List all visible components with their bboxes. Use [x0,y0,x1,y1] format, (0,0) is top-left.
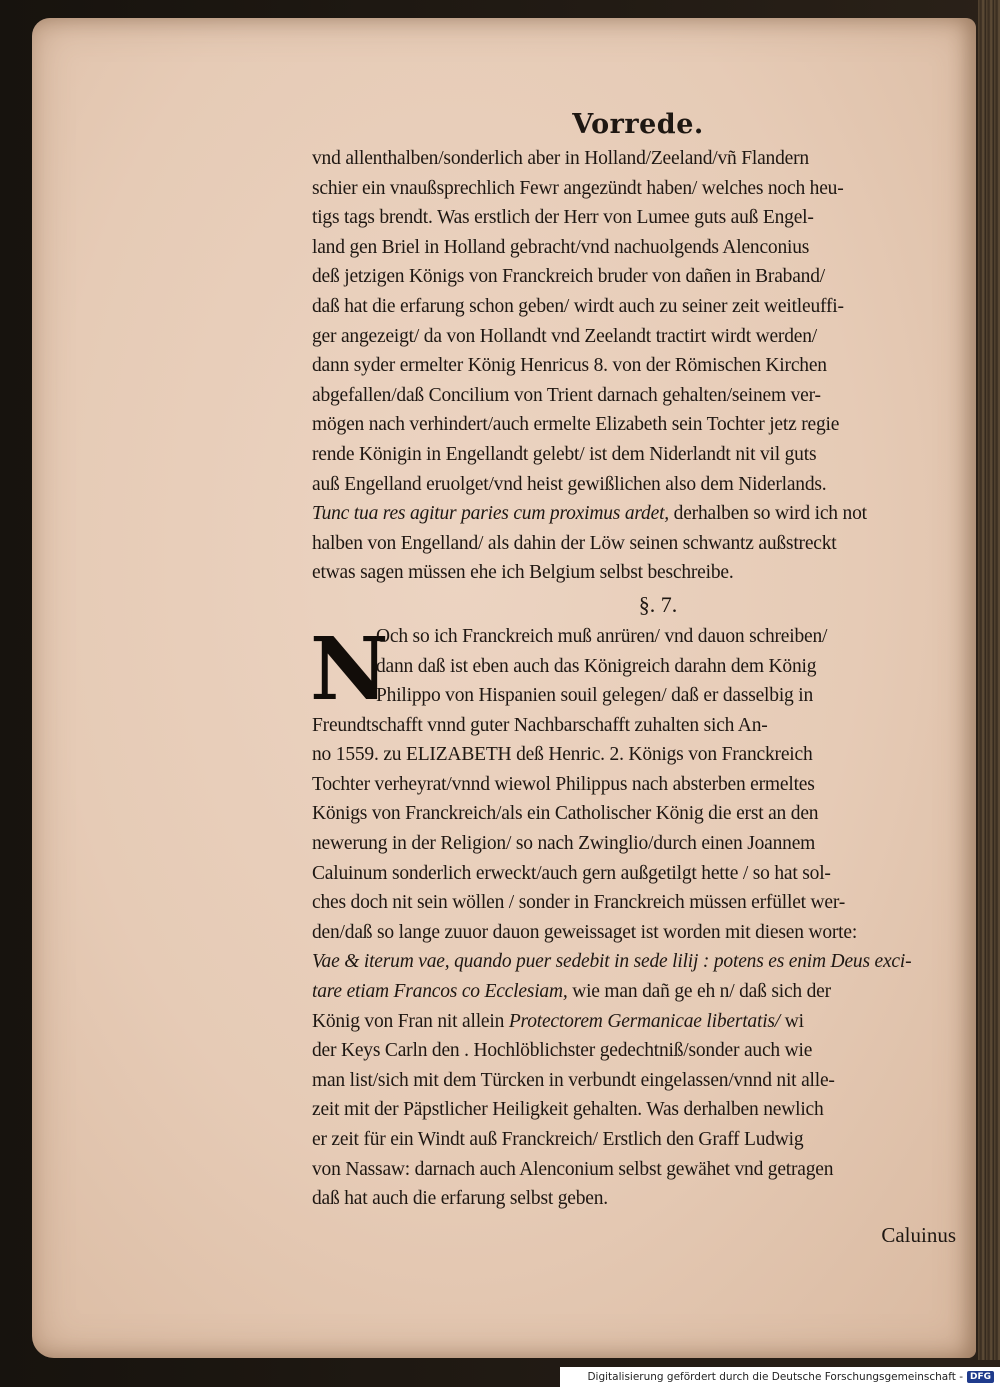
text-block [312,108,964,1250]
text-line: der Keys Carln den . Hochlöblichster gedechtniß/sonder auch wie [312,1040,813,1062]
book-spine-edge [978,0,1000,1360]
latin-phrase: Protectorem Germanicae libertatis/ [508,1010,781,1032]
text-line: Caluinum sonderlich erweckt/auch gern außgetilgt hette / so hat sol- [312,862,831,884]
text-line: zeit mit der Päpstlicher Heiligkeit gehalten. Was derhalben newlich [312,1099,824,1121]
text-segment: König von Fran nit allein [312,1010,509,1032]
text-line: dann syder ermelter König Henricus 8. von der Römischen Kirchen [312,355,827,377]
text-line: newerung in der Religion/ so nach Zwinglio/durch einen Joannem [312,833,816,855]
text-line: er zeit für ein Windt auß Franckreich/ Erstlich den Graff Ludwig [312,1129,804,1150]
text-line: abgefallen/daß Concilium von Trient darnach gehalten/seinem ver- [312,384,821,406]
latin-quote: tare etiam Francos co Ecclesiam, [312,981,568,1003]
text-line: etwas sagen müssen ehe ich Belgium selbst beschreibe. [312,562,734,584]
latin-quote: Vae & iterum vae, quando puer sedebit in sede lilij : potens es enim Deus exci- [312,951,912,973]
latin-quote-continuation: wie man dañ ge eh n/ daß sich der [567,981,831,1003]
catchword: Caluinus [881,1222,956,1247]
text-line [312,1007,964,1037]
text-line: Och so ich Franckreich muß anrüren/ vnd dauon schreiben/ [376,625,828,647]
latin-quote: Tunc tua res agitur paries cum proximus ardet, [312,503,669,525]
text-line: den/daß so lange zuuor dauon geweissaget ist worden mit diesen worte: [312,921,858,943]
section-mark: §. 7. [638,591,678,617]
digitization-footer [560,1367,1000,1387]
footer-credit-text: Digitalisierung gefördert durch die Deutsche Forschungsgemeinschaft - [587,1371,963,1383]
text-line: no 1559. zu ELIZABETH deß Henric. 2. Königs von Franckreich [312,744,813,766]
book-page [32,18,976,1358]
text-line: ches doch nit sein wöllen / sonder in Franckreich müssen erfüllet wer- [312,892,846,914]
paragraph-lines-before [312,144,964,588]
text-line: Königs von Franckreich/als ein Catholischer König die erst an den [312,803,819,825]
section-paragraph [310,618,964,1214]
text-line: mögen nach verhindert/auch ermelte Elizabeth sein Tochter jetz regie [312,414,840,436]
latin-quote-line [312,499,964,529]
text-line: schier ein vnaußsprechlich Fewr angezündt haben/ welches noch heu- [312,177,844,199]
text-line: Philippo von Hispanien souil gelegen/ daß er dasselbig in [376,685,814,707]
latin-quote-line [312,977,964,1007]
text-line: deß jetzigen Königs von Franckreich bruder von dañen in Braband/ [312,266,826,288]
text-line: auß Engelland eruolget/vnd heist gewißlichen also dem Niderlands. [312,473,827,495]
text-segment: wi [780,1010,804,1032]
latin-quote-line [312,947,964,977]
text-line: dann daß ist eben auch das Königreich darahn dem König [376,655,817,677]
running-head: Vorrede. [572,109,704,140]
text-line: daß hat die erfarung schon geben/ wirdt auch zu seiner zeit weitleuffi- [312,295,844,317]
text-line: tigs tags brendt. Was erstlich der Herr von Lumee guts auß Engel- [312,207,814,229]
text-line: daß hat auch die erfarung selbst geben. [312,1188,608,1210]
text-line: land gen Briel in Holland gebracht/vnd nachuolgends Alenconius [312,236,810,258]
dfg-logo-icon: DFG [967,1371,994,1383]
text-line: von Nassaw: darnach auch Alenconium selbst gewähet vnd getragen [312,1158,834,1180]
text-line: Freundtschafft vnnd guter Nachbarschafft zuhalten sich An- [312,714,768,736]
drop-cap-initial: N [310,618,389,720]
text-line: Tochter verheyrat/vnnd wiewol Philippus nach absterben ermeltes [312,773,815,795]
text-line: man list/sich mit dem Türcken in verbundt eingelassen/vnnd nit alle- [312,1069,835,1091]
text-line: vnd allenthalben/sonderlich aber in Holland/Zeeland/vñ Flandern [312,148,809,169]
text-line: rende Königin in Engellandt gelebt/ ist dem Niderlandt nit vil guts [312,443,817,465]
text-line: halben von Engelland/ als dahin der Löw seinen schwantz außstreckt [312,532,837,554]
latin-quote-continuation: derhalben so wird ich not [668,503,867,525]
text-line: ger angezeigt/ da von Hollandt vnd Zeelandt tractirt wirdt werden/ [312,325,817,347]
